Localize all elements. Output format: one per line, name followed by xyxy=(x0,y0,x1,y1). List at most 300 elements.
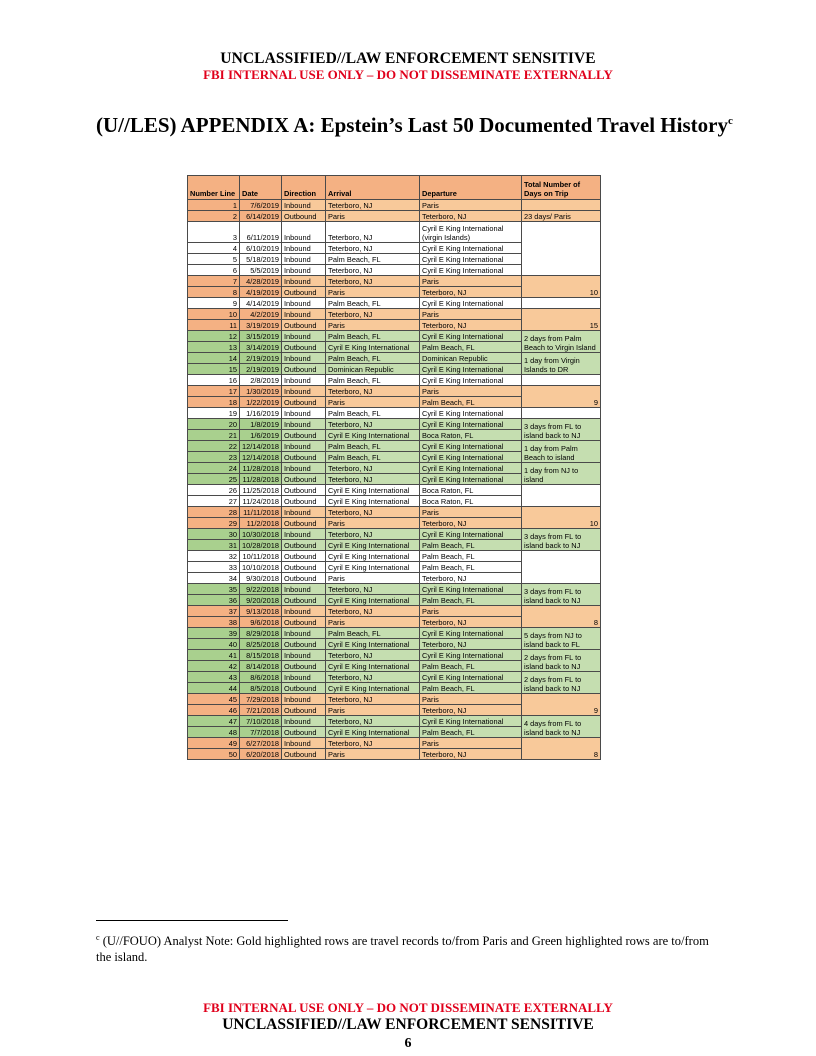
cell-number xyxy=(188,309,240,320)
cell-date xyxy=(240,375,282,386)
cell-departure xyxy=(420,320,522,331)
cell-direction xyxy=(282,452,326,463)
cell-date xyxy=(240,650,282,661)
cell-arrival xyxy=(326,331,420,342)
cell-arrival xyxy=(326,342,420,353)
cell-direction xyxy=(282,562,326,573)
cell-text: Teterboro, NJ xyxy=(422,618,467,627)
cell-date xyxy=(240,496,282,507)
cell-text: 50 xyxy=(228,750,237,759)
header-handling: FBI INTERNAL USE ONLY – DO NOT DISSEMINATE EXTERNALLY xyxy=(203,67,613,82)
cell-number xyxy=(188,694,240,705)
cell-text: Teterboro, NJ xyxy=(422,750,467,759)
cell-days-on-trip xyxy=(522,222,601,276)
cell-text: 22 xyxy=(228,442,237,451)
cell-text: Palm Beach, FL xyxy=(328,299,381,308)
cell-departure xyxy=(420,584,522,595)
cell-text: 42 xyxy=(228,662,237,671)
cell-text: Inbound xyxy=(284,530,311,539)
cell-date xyxy=(240,397,282,408)
cell-text: Teterboro, NJ xyxy=(328,530,373,539)
cell-direction xyxy=(282,364,326,375)
cell-direction xyxy=(282,353,326,364)
cell-departure xyxy=(420,683,522,694)
cell-direction xyxy=(282,200,326,211)
table-row xyxy=(188,375,601,386)
cell-text: Cyril E King International xyxy=(328,343,410,352)
cell-text: Cyril E King International xyxy=(328,563,410,572)
table-header-row xyxy=(188,176,601,200)
cell-number xyxy=(188,540,240,551)
cell-date xyxy=(240,529,282,540)
cell-text: Cyril E King International xyxy=(328,662,410,671)
cell-text: Cyril E King International xyxy=(328,497,410,506)
cell-arrival xyxy=(326,364,420,375)
cell-number xyxy=(188,639,240,650)
cell-arrival xyxy=(326,716,420,727)
cell-text: 1/30/2019 xyxy=(246,387,279,396)
cell-text: Inbound xyxy=(284,332,311,341)
cell-text: Teterboro, NJ xyxy=(422,321,467,330)
cell-days-on-trip xyxy=(522,463,601,485)
column-header: Arrival xyxy=(326,176,420,200)
cell-text: Teterboro, NJ xyxy=(328,266,373,275)
cell-text: 18 xyxy=(228,398,237,407)
cell-text: Palm Beach, FL xyxy=(422,563,475,572)
cell-text: Teterboro, NJ xyxy=(328,475,373,484)
cell-days-on-trip xyxy=(522,716,601,738)
travel-history-table-container xyxy=(187,175,601,760)
cell-text: Boca Raton, FL xyxy=(422,497,474,506)
cell-departure xyxy=(420,452,522,463)
table-row xyxy=(188,584,601,595)
cell-text: 10 xyxy=(589,288,598,297)
cell-text: Inbound xyxy=(284,233,311,242)
cell-text: 20 xyxy=(228,420,237,429)
cell-number xyxy=(188,287,240,298)
cell-departure xyxy=(420,386,522,397)
cell-text: Palm Beach, FL xyxy=(328,255,381,264)
cell-text: 9 xyxy=(593,398,598,407)
table-row xyxy=(188,222,601,243)
cell-text: Inbound xyxy=(284,442,311,451)
cell-text: 10/28/2018 xyxy=(242,541,279,550)
cell-text: 1/6/2019 xyxy=(250,431,279,440)
cell-days-on-trip xyxy=(522,628,601,650)
cell-text: 15 xyxy=(589,321,598,330)
cell-arrival xyxy=(326,430,420,441)
cell-text: 6/10/2019 xyxy=(246,244,279,253)
footnote-text: (U//FOUO) Analyst Note: Gold highlighted rows are travel records to/from Paris and Green highlighted rows are to/from the island. xyxy=(96,934,709,965)
header-classification: UNCLASSIFIED//LAW ENFORCEMENT SENSITIVE xyxy=(220,50,596,67)
cell-days-on-trip xyxy=(522,419,601,441)
cell-text: 1 xyxy=(232,201,237,210)
cell-text: Cyril E King International xyxy=(422,244,504,253)
cell-departure xyxy=(420,705,522,716)
cell-text: 2/19/2019 xyxy=(246,365,279,374)
cell-text: 11/11/2018 xyxy=(243,508,279,517)
cell-departure xyxy=(420,211,522,222)
cell-number xyxy=(188,573,240,584)
table-row xyxy=(188,200,601,211)
cell-departure xyxy=(420,727,522,738)
cell-arrival xyxy=(326,254,420,265)
cell-text: Inbound xyxy=(284,266,311,275)
cell-arrival xyxy=(326,276,420,287)
cell-number xyxy=(188,650,240,661)
cell-text: Inbound xyxy=(284,255,311,264)
cell-days-on-trip xyxy=(522,200,601,211)
table-row xyxy=(188,650,601,661)
cell-direction xyxy=(282,463,326,474)
cell-text: Cyril E King International xyxy=(422,629,504,638)
cell-arrival xyxy=(326,386,420,397)
cell-arrival xyxy=(326,463,420,474)
cell-days-on-trip xyxy=(522,485,601,507)
cell-departure xyxy=(420,639,522,650)
cell-number xyxy=(188,320,240,331)
cell-text: Inbound xyxy=(284,310,311,319)
cell-text: 29 xyxy=(228,519,237,528)
cell-text: 17 xyxy=(228,387,237,396)
cell-date xyxy=(240,573,282,584)
cell-text: 4/2/2019 xyxy=(250,310,279,319)
cell-text: Boca Raton, FL xyxy=(422,486,474,495)
cell-date xyxy=(240,540,282,551)
cell-text: 4/19/2019 xyxy=(246,288,279,297)
cell-arrival xyxy=(326,562,420,573)
table-row xyxy=(188,672,601,683)
cell-days-on-trip xyxy=(522,441,601,463)
cell-date xyxy=(240,243,282,254)
cell-text: Palm Beach, FL xyxy=(422,541,475,550)
cell-days-on-trip xyxy=(522,738,601,760)
cell-date xyxy=(240,562,282,573)
cell-arrival xyxy=(326,375,420,386)
cell-text: 10/11/2018 xyxy=(242,552,279,561)
cell-number xyxy=(188,211,240,222)
cell-number xyxy=(188,551,240,562)
cell-departure xyxy=(420,661,522,672)
cell-text: 30 xyxy=(228,530,237,539)
cell-number xyxy=(188,419,240,430)
cell-date xyxy=(240,452,282,463)
cell-date xyxy=(240,727,282,738)
cell-text: Outbound xyxy=(284,288,317,297)
table-row xyxy=(188,386,601,397)
cell-number xyxy=(188,430,240,441)
cell-departure xyxy=(420,342,522,353)
cell-number xyxy=(188,222,240,243)
cell-text: 2/8/2019 xyxy=(250,376,279,385)
cell-departure xyxy=(420,716,522,727)
column-header: Departure xyxy=(420,176,522,200)
cell-text: Inbound xyxy=(284,244,311,253)
cell-text: Palm Beach, FL xyxy=(422,684,475,693)
cell-direction xyxy=(282,628,326,639)
cell-departure xyxy=(420,507,522,518)
cell-text: Inbound xyxy=(284,673,311,682)
cell-departure xyxy=(420,606,522,617)
cell-number xyxy=(188,529,240,540)
cell-direction xyxy=(282,397,326,408)
cell-date xyxy=(240,254,282,265)
cell-departure xyxy=(420,463,522,474)
cell-number xyxy=(188,628,240,639)
cell-departure xyxy=(420,573,522,584)
cell-number xyxy=(188,738,240,749)
cell-text: 5 xyxy=(232,255,237,264)
cell-text: Paris xyxy=(422,739,439,748)
cell-text: 8 xyxy=(593,750,598,759)
cell-text: Cyril E King International xyxy=(422,717,504,726)
cell-text: Cyril E King International xyxy=(328,541,410,550)
cell-direction xyxy=(282,386,326,397)
cell-text: 8 xyxy=(593,618,598,627)
cell-arrival xyxy=(326,309,420,320)
cell-text: Palm Beach, FL xyxy=(422,662,475,671)
cell-text: 46 xyxy=(228,706,237,715)
cell-text: Cyril E King International xyxy=(422,453,504,462)
cell-text: Palm Beach, FL xyxy=(422,552,475,561)
cell-text: 9/13/2018 xyxy=(246,607,279,616)
cell-departure xyxy=(420,485,522,496)
cell-text: Teterboro, NJ xyxy=(328,585,373,594)
cell-departure xyxy=(420,419,522,430)
cell-arrival xyxy=(326,243,420,254)
cell-text: 10/10/2018 xyxy=(242,563,279,572)
cell-number xyxy=(188,617,240,628)
cell-text: 7/7/2018 xyxy=(250,728,279,737)
cell-departure xyxy=(420,540,522,551)
cell-direction xyxy=(282,419,326,430)
cell-text: Teterboro, NJ xyxy=(422,519,467,528)
title-footnote-marker: c xyxy=(727,115,733,127)
cell-text: Palm Beach, FL xyxy=(328,629,381,638)
cell-text: Outbound xyxy=(284,343,317,352)
cell-text: Inbound xyxy=(284,420,311,429)
cell-arrival xyxy=(326,661,420,672)
cell-text: Paris xyxy=(328,288,345,297)
cell-text: 10 xyxy=(228,310,237,319)
cell-departure xyxy=(420,518,522,529)
cell-number xyxy=(188,705,240,716)
cell-text: Cyril E King International xyxy=(422,266,504,275)
cell-number xyxy=(188,595,240,606)
cell-text: Outbound xyxy=(284,519,317,528)
cell-text: Cyril E King International xyxy=(328,596,410,605)
cell-text: 1/16/2019 xyxy=(246,409,279,418)
cell-text: Outbound xyxy=(284,706,317,715)
cell-text: Inbound xyxy=(284,277,311,286)
cell-number xyxy=(188,496,240,507)
cell-text: Outbound xyxy=(284,684,317,693)
cell-number xyxy=(188,397,240,408)
cell-arrival xyxy=(326,222,420,243)
cell-text: 24 xyxy=(228,464,237,473)
cell-date xyxy=(240,705,282,716)
cell-number xyxy=(188,452,240,463)
cell-number xyxy=(188,200,240,211)
cell-days-on-trip xyxy=(522,694,601,716)
cell-text: 25 xyxy=(228,475,237,484)
cell-text: Inbound xyxy=(284,717,311,726)
cell-direction xyxy=(282,441,326,452)
cell-number xyxy=(188,265,240,276)
cell-direction xyxy=(282,639,326,650)
table-row xyxy=(188,485,601,496)
cell-text: 9/20/2018 xyxy=(246,596,279,605)
cell-text: Teterboro, NJ xyxy=(422,706,467,715)
cell-text: Cyril E King International xyxy=(328,552,410,561)
cell-text: 6/27/2018 xyxy=(246,739,279,748)
cell-text: Outbound xyxy=(284,618,317,627)
cell-text: 3 xyxy=(232,233,237,242)
cell-text: Outbound xyxy=(284,453,317,462)
cell-text: Outbound xyxy=(284,398,317,407)
cell-text: 44 xyxy=(228,684,237,693)
cell-text: Teterboro, NJ xyxy=(328,739,373,748)
cell-direction xyxy=(282,738,326,749)
cell-date xyxy=(240,463,282,474)
cell-date xyxy=(240,518,282,529)
cell-direction xyxy=(282,540,326,551)
cell-number xyxy=(188,463,240,474)
cell-number xyxy=(188,485,240,496)
cell-text: Paris xyxy=(328,398,345,407)
cell-text: Cyril E King International xyxy=(328,486,410,495)
cell-text: Paris xyxy=(328,706,345,715)
cell-direction xyxy=(282,265,326,276)
cell-text: Outbound xyxy=(284,431,317,440)
cell-text: Dominican Republic xyxy=(422,354,488,363)
cell-text: Outbound xyxy=(284,475,317,484)
cell-days-on-trip xyxy=(522,606,601,628)
cell-date xyxy=(240,551,282,562)
cell-text: Cyril E King International xyxy=(422,376,504,385)
cell-direction xyxy=(282,573,326,584)
travel-history-table xyxy=(187,175,601,760)
cell-text: Cyril E King International xyxy=(422,464,504,473)
cell-text: 11/25/2018 xyxy=(242,486,279,495)
cell-number xyxy=(188,375,240,386)
cell-arrival xyxy=(326,298,420,309)
cell-arrival xyxy=(326,551,420,562)
cell-text: Paris xyxy=(328,574,345,583)
cell-arrival xyxy=(326,452,420,463)
cell-arrival xyxy=(326,584,420,595)
cell-date xyxy=(240,419,282,430)
cell-text: 2 days from FL to island back to NJ xyxy=(524,675,582,693)
cell-text: Palm Beach, FL xyxy=(328,453,381,462)
cell-text: Teterboro, NJ xyxy=(328,695,373,704)
cell-text: 8 xyxy=(232,288,237,297)
cell-departure xyxy=(420,672,522,683)
table-row xyxy=(188,353,601,364)
footnote-marker: c xyxy=(96,933,100,942)
cell-date xyxy=(240,331,282,342)
cell-departure xyxy=(420,749,522,760)
cell-text: 41 xyxy=(228,651,237,660)
cell-text: Palm Beach, FL xyxy=(328,354,381,363)
cell-text: Outbound xyxy=(284,497,317,506)
cell-text: Teterboro, NJ xyxy=(328,277,373,286)
cell-text: Cyril E King International xyxy=(422,585,504,594)
cell-text: 4/14/2019 xyxy=(246,299,279,308)
cell-date xyxy=(240,716,282,727)
cell-text: Teterboro, NJ xyxy=(328,508,373,517)
cell-direction xyxy=(282,309,326,320)
table-row xyxy=(188,716,601,727)
cell-direction xyxy=(282,595,326,606)
cell-direction xyxy=(282,705,326,716)
cell-date xyxy=(240,265,282,276)
cell-text: Inbound xyxy=(284,387,311,396)
cell-date xyxy=(240,584,282,595)
cell-departure xyxy=(420,474,522,485)
cell-text: Inbound xyxy=(284,464,311,473)
cell-direction xyxy=(282,485,326,496)
cell-text: Outbound xyxy=(284,552,317,561)
cell-direction xyxy=(282,716,326,727)
cell-text: 8/5/2018 xyxy=(250,684,279,693)
cell-number xyxy=(188,276,240,287)
cell-text: 12 xyxy=(228,332,237,341)
cell-number xyxy=(188,342,240,353)
cell-departure xyxy=(420,222,522,243)
cell-text: Palm Beach, FL xyxy=(328,332,381,341)
cell-text: Teterboro, NJ xyxy=(328,310,373,319)
cell-text: Teterboro, NJ xyxy=(328,233,373,242)
cell-arrival xyxy=(326,211,420,222)
cell-number xyxy=(188,606,240,617)
cell-departure xyxy=(420,562,522,573)
cell-number xyxy=(188,562,240,573)
cell-number xyxy=(188,474,240,485)
cell-days-on-trip xyxy=(522,331,601,353)
cell-text: Inbound xyxy=(284,376,311,385)
table-row xyxy=(188,276,601,287)
cell-direction xyxy=(282,617,326,628)
cell-text: Palm Beach, FL xyxy=(422,343,475,352)
cell-direction xyxy=(282,243,326,254)
column-header: Total Number of Days on Trip xyxy=(522,176,601,200)
cell-departure xyxy=(420,298,522,309)
cell-text: Cyril E King International xyxy=(422,365,504,374)
cell-date xyxy=(240,298,282,309)
cell-number xyxy=(188,749,240,760)
cell-number xyxy=(188,507,240,518)
cell-days-on-trip xyxy=(522,375,601,386)
cell-text: Outbound xyxy=(284,750,317,759)
cell-text: 3/14/2019 xyxy=(246,343,279,352)
cell-direction xyxy=(282,342,326,353)
cell-arrival xyxy=(326,749,420,760)
cell-arrival xyxy=(326,507,420,518)
table-row xyxy=(188,463,601,474)
table-row xyxy=(188,298,601,309)
cell-departure xyxy=(420,265,522,276)
cell-text: 36 xyxy=(228,596,237,605)
cell-text: Cyril E King International xyxy=(422,332,504,341)
cell-text: Cyril E King International xyxy=(422,651,504,660)
cell-text: 7/29/2018 xyxy=(246,695,279,704)
cell-text: Inbound xyxy=(284,508,311,517)
cell-number xyxy=(188,353,240,364)
cell-text: Teterboro, NJ xyxy=(328,717,373,726)
cell-date xyxy=(240,749,282,760)
cell-date xyxy=(240,639,282,650)
